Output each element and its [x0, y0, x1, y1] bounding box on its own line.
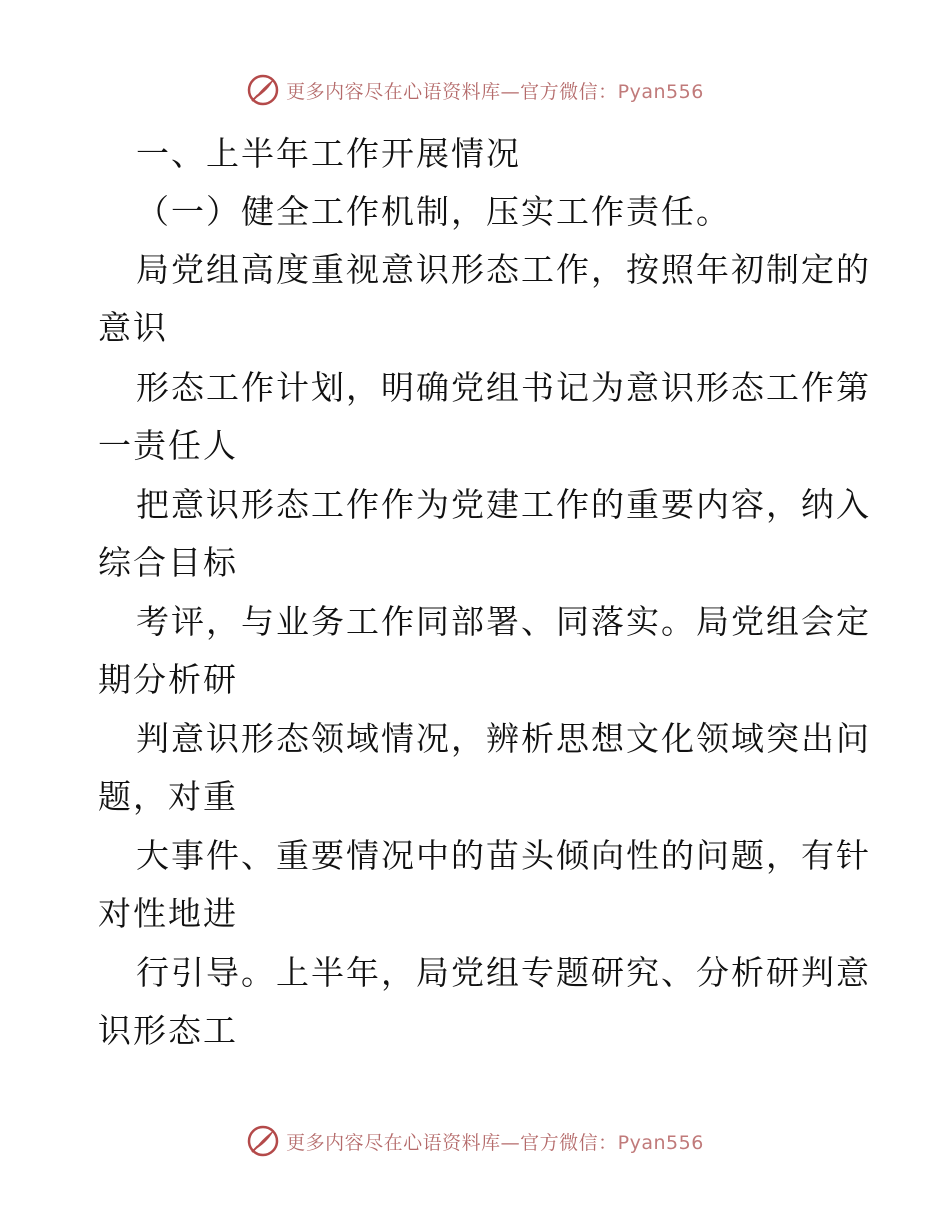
body-line: 判意识形态领域情况，辨析思想文化领域突出问 [136, 719, 871, 758]
body-line: 局党组高度重视意识形态工作，按照年初制定的 [136, 250, 871, 289]
body-line: 考评，与业务工作同部署、同落实。局党组会定 [136, 602, 871, 641]
quill-pen-circle-icon [246, 73, 280, 107]
body-line: 综合目标 [98, 543, 238, 582]
body-line: 形态工作计划，明确党组书记为意识形态工作第 [136, 368, 871, 407]
body-line: 题，对重 [98, 777, 238, 816]
wechat-id: Pyan556 [617, 80, 704, 103]
body-line: 期分析研 [98, 660, 238, 699]
watermark-text: 更多内容尽在心语资料库—官方微信：Pyan556 [286, 80, 704, 103]
body-line: 一责任人 [98, 426, 238, 465]
section-heading: 一、上半年工作开展情况 [136, 134, 521, 173]
body-line: 意识 [98, 308, 168, 347]
body-line: 识形态工 [98, 1011, 238, 1050]
subsection-heading: （一）健全工作机制，压实工作责任。 [136, 192, 731, 231]
watermark-banner-bottom [0, 1121, 950, 1161]
body-line: 对性地进 [98, 894, 238, 933]
quill-pen-circle-icon [246, 1124, 280, 1158]
watermark-text: 更多内容尽在心语资料库—官方微信：Pyan556 [286, 1131, 704, 1154]
body-line: 把意识形态工作作为党建工作的重要内容，纳入 [136, 485, 871, 524]
wechat-id: Pyan556 [617, 1131, 704, 1154]
watermark-banner-top [0, 70, 950, 110]
body-line: 行引导。上半年，局党组专题研究、分析研判意 [136, 953, 871, 992]
body-line: 大事件、重要情况中的苗头倾向性的问题，有针 [136, 836, 871, 875]
